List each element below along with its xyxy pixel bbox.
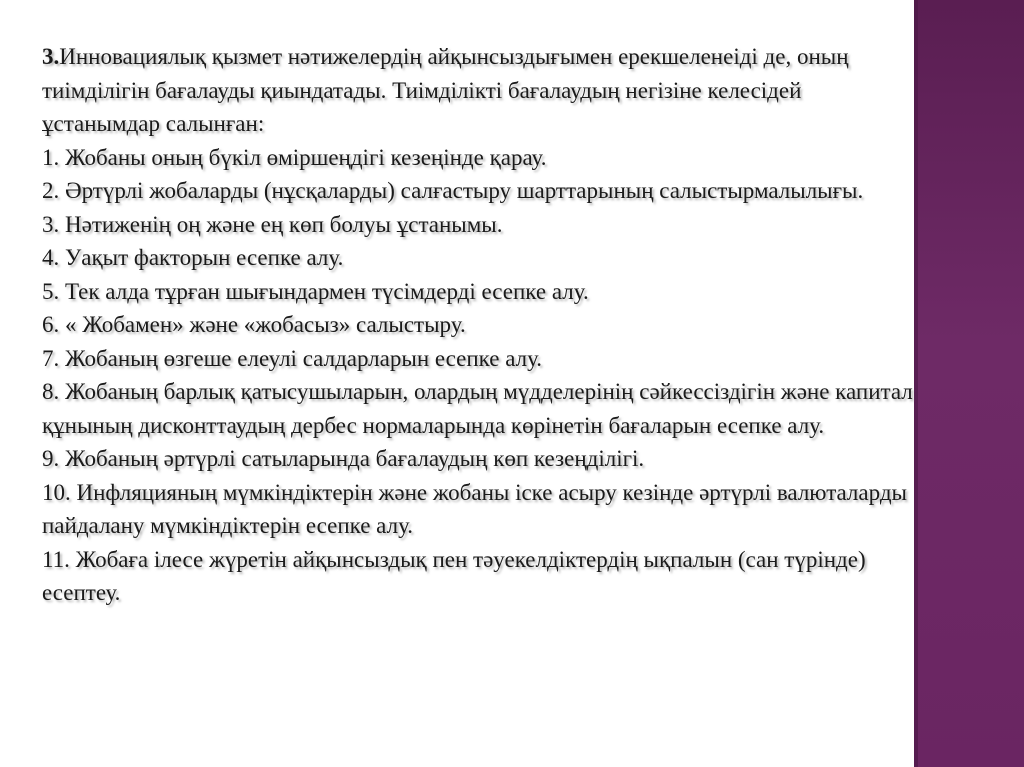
intro-text: Инновациялық қызмет нәтижелердің айқынсыздығымен ерекшеленеіді де, оның тиімділігін бағалауды қиындатады. Тиімділікті бағалаудың негізіне келесідей ұстанымдар салынған:	[42, 44, 849, 136]
list-item: 3. Нәтиженің оң және ең көп болуы ұстанымы.	[42, 211, 503, 237]
intro-paragraph	[42, 40, 922, 141]
list-item: 6. « Жобамен» және «жобасыз» салыстыру.	[42, 312, 466, 337]
list-item: 2. Әртүрлі жобаларды (нұсқаларды) салғастыру шарттарының салыстырмалылығы.	[42, 178, 864, 203]
slide-text-block	[42, 40, 922, 610]
list-item: 10. Инфляцияның мүмкіндіктерін және жобаны іске асыру кезінде әртүрлі валюталарды пайдалану мүмкіндіктерін есепке алу.	[42, 479, 907, 538]
list-item: 7. Жобаның өзгеше елеулі салдарларын есепке алу.	[42, 345, 543, 371]
list-item: 5. Тек алда тұрған шығындармен түсімдерді есепке алу.	[42, 278, 589, 304]
list-item: 8. Жобаның барлық қатысушыларын, олардың мүдделерінің сәйкессіздігін және капитал құнының дисконттаудың дербес нормаларында көрінетін бағаларын есепке алу.	[42, 379, 913, 438]
list-item: 11. Жобаға ілесе жүретін айқынсыздық пен тәуекелдіктердің ықпалын (сан түрінде) есептеу.	[42, 546, 866, 605]
list-item: 1. Жобаны оның бүкіл өміршеңдігі кезеңінде қарау.	[42, 144, 547, 170]
list-item: 4. Уақыт факторын есепке алу.	[42, 245, 344, 270]
intro-number: 3.	[42, 44, 60, 69]
list-item: 9. Жобаның әртүрлі сатыларында бағалаудың көп кезеңділігі.	[42, 446, 645, 471]
decorative-side-band	[914, 0, 1024, 767]
